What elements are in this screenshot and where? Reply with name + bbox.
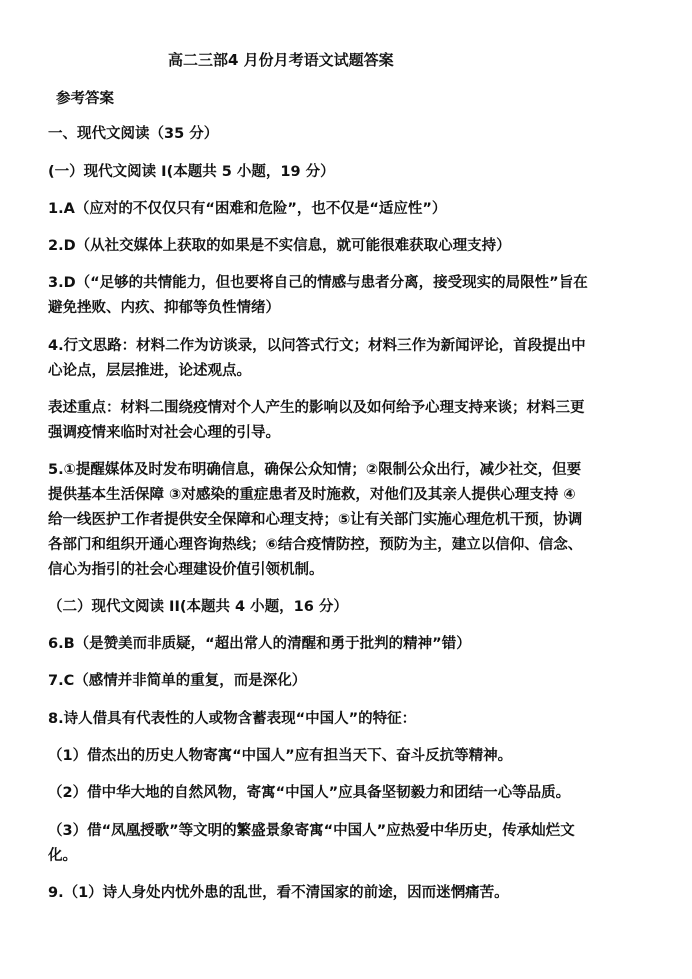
answer-5-line-5: 信心为指引的社会心理建设价值引领机制。 [48,562,324,578]
answer-8-point-2: （2）借中华大地的自然风物，寄寓“中国人”应具备坚韧毅力和团结一心等品质。 [48,785,571,801]
answer-2: 2.D（从社交媒体上获取的如果是不实信息，就可能很难获取心理支持） [48,238,511,254]
answer-heading: 参考答案 [56,91,114,107]
answer-8-intro: 8.诗人借具有代表性的人或物含蓄表现“中国人”的特征： [48,711,417,727]
answer-5-line-3: 给一线医护工作者提供安全保障和心理支持；⑤让有关部门实施心理危机干预，协调 [48,512,583,528]
answer-5-line-1: 5.①提醒媒体及时发布明确信息，确保公众知情；②限制公众出行，减少社交，但要 [48,462,582,478]
document-title: 高二三部4 月份月考语文试题答案 [168,51,394,69]
answer-8-point-1: （1）借杰出的历史人物寄寓“中国人”应有担当天下、奋斗反抗等精神。 [48,748,513,764]
answer-8-point-3-line-1: （3）借“凤凰授歌”等文明的繁盛景象寄寓“中国人”应热爱中华历史，传承灿烂文 [48,823,575,839]
answer-8-point-3-line-2: 化。 [48,848,77,864]
answer-4-focus-line-2: 强调疫情来临时对社会心理的引导。 [48,425,280,441]
answer-7: 7.C（感情并非简单的重复，而是深化） [48,673,307,689]
answer-3-line-2: 避免挫败、内疚、抑郁等负性情绪） [48,300,280,316]
answer-1: 1.A（应对的不仅仅只有“困难和危险”，也不仅是“适应性”） [48,201,447,217]
answer-5-line-4: 各部门和组织开通心理咨询热线；⑥结合疫情防控，预防为主，建立以信仰、信念、 [48,537,583,553]
subsection-heading-reading-2: （二）现代文阅读 II(本题共 4 小题，16 分） [48,599,348,615]
answer-5-line-2: 提供基本生活保障 ③对感染的重症患者及时施救，对他们及其亲人提供心理支持 ④ [48,487,576,503]
subsection-heading-reading-1: (一）现代文阅读 I(本题共 5 小题，19 分） [48,164,335,180]
answer-3-line-1: 3.D（“足够的共情能力，但也要将自己的情感与患者分离，接受现实的局限性”旨在 [48,275,588,291]
answer-4-line-2: 心论点，层层推进，论述观点。 [48,363,251,379]
answer-9-point-1: 9.（1）诗人身处内忧外患的乱世，看不清国家的前途，因而迷惘痛苦。 [48,885,509,901]
section-heading-modern-reading: 一、现代文阅读（35 分） [48,126,219,142]
answer-6: 6.B（是赞美而非质疑，“超出常人的清醒和勇于批判的精神”错） [48,636,471,652]
answer-4-line-1: 4.行文思路：材料二作为访谈录，以问答式行文；材料三作为新闻评论，首段提出中 [48,338,586,354]
answer-4-focus-line-1: 表述重点：材料二围绕疫情对个人产生的影响以及如何给予心理支持来谈；材料三更 [48,400,585,416]
